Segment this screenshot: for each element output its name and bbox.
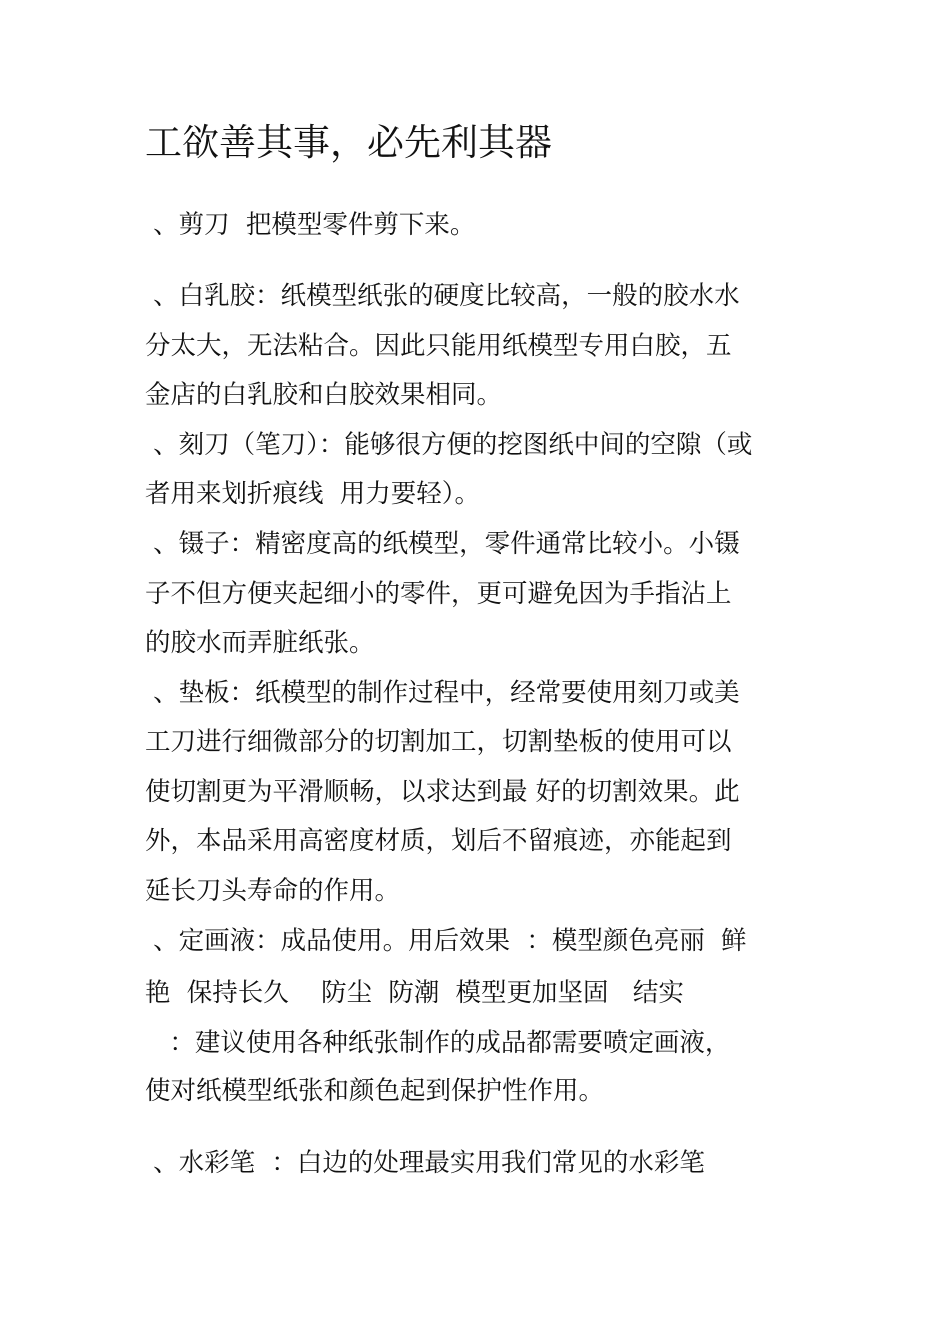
- text-line: 分太大，无法粘合。因此只能用纸模型专用白胶，五: [145, 331, 732, 361]
- text-line: 外，本品采用高密度材质，划后不留痕迹，亦能起到: [145, 826, 732, 856]
- text-line: 艳 保持长久 防尘 防潮 模型更加坚固 结实: [145, 978, 684, 1008]
- text-line: 金店的白乳胶和白胶效果相同。: [145, 380, 503, 410]
- text-line: 的胶水而弄脏纸张。: [145, 628, 375, 658]
- text-line: 使对纸模型纸张和颜色起到保护性作用。: [145, 1076, 605, 1106]
- text-line: 、剪刀 把模型零件剪下来。: [145, 210, 476, 240]
- text-line: 子不但方便夹起细小的零件，更可避免因为手指沾上: [145, 579, 732, 609]
- text-line: 、白乳胶：纸模型纸张的硬度比较高，一般的胶水水: [145, 281, 740, 311]
- text-line: 工刀进行细微部分的切割加工，切割垫板的使用可以: [145, 727, 732, 757]
- text-line: 延长刀头寿命的作用。: [145, 876, 401, 906]
- text-line: 、垫板：纸模型的制作过程中，经常要使用刻刀或美: [145, 678, 740, 708]
- text-line: 者用来划折痕线 用力要轻）。: [145, 479, 480, 509]
- text-line: 、镊子：精密度高的纸模型，零件通常比较小。小镊: [145, 529, 740, 559]
- text-line: 、刻刀（笔刀）：能够很方便的挖图纸中间的空隙（或: [145, 430, 753, 460]
- text-line: ：建议使用各种纸张制作的成品都需要喷定画液，: [145, 1028, 731, 1058]
- page-title: 工欲善其事，必先利其器: [145, 121, 552, 164]
- text-line: 使切割更为平滑顺畅，以求达到最 好的切割效果。此: [145, 777, 740, 807]
- text-line: 、水彩笔 ：白边的处理最实用我们常见的水彩笔: [145, 1148, 705, 1178]
- text-line: 、定画液：成品使用。用后效果 ：模型颜色亮丽 鲜: [145, 926, 747, 956]
